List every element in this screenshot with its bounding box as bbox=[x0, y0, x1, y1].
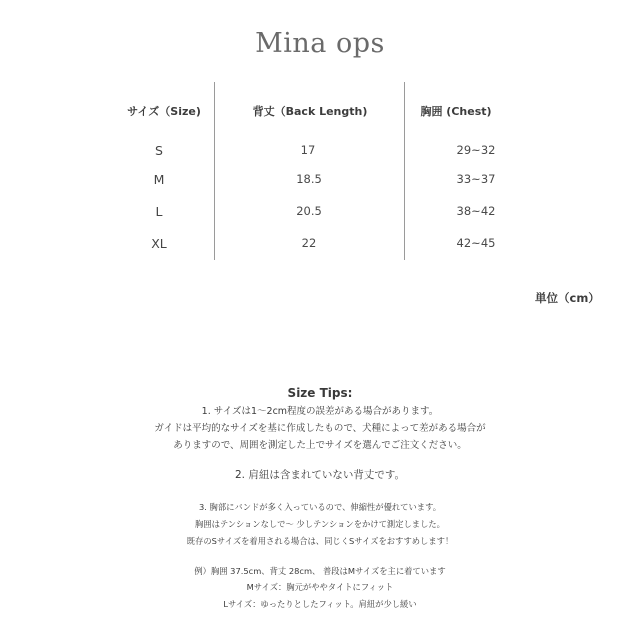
product-title: Mina ops bbox=[255, 28, 385, 59]
tip-line: Mサイズ：胸元がややタイトにフィット bbox=[246, 582, 394, 592]
size-cell: M bbox=[153, 172, 165, 187]
column-divider bbox=[404, 82, 405, 260]
size-cell: L bbox=[155, 204, 163, 219]
unit-label: 単位（cm） bbox=[535, 291, 600, 305]
tip-line: Lサイズ：ゆったりとしたフィット。肩紐が少し緩い bbox=[223, 599, 417, 609]
chest-cell: 38~42 bbox=[456, 204, 496, 218]
chest-cell: 29~32 bbox=[456, 143, 496, 157]
back-length-cell: 17 bbox=[300, 143, 316, 157]
tip-line: ありますので、周囲を測定した上でサイズを選んでご注文ください。 bbox=[173, 440, 467, 451]
header-chest: 胸囲 (Chest) bbox=[420, 105, 492, 118]
size-chart-table bbox=[0, 82, 640, 262]
tip-line: 胸囲はテンションなしで〜 少しテンションをかけて測定しました。 bbox=[195, 519, 445, 529]
size-cell: S bbox=[155, 143, 163, 158]
back-length-cell: 18.5 bbox=[296, 172, 322, 186]
tips-title: Size Tips: bbox=[287, 386, 353, 400]
chest-cell: 42~45 bbox=[456, 236, 496, 250]
back-length-cell: 20.5 bbox=[296, 204, 322, 218]
tip-line: 1. サイズは1〜2cm程度の誤差がある場合があります。 bbox=[201, 406, 439, 417]
chest-cell: 33~37 bbox=[456, 172, 496, 186]
tip-line: 既存のSサイズを着用される場合は、同じくSサイズをおすすめします！ bbox=[186, 536, 454, 546]
tip-line: ガイドは平均的なサイズを基に作成したもので、犬種によって差がある場合が bbox=[154, 423, 486, 434]
tip-line: 例）胸囲 37.5cm、背丈 28cm、 普段はMサイズを主に着ています bbox=[194, 566, 446, 576]
header-back-length: 背丈（Back Length) bbox=[252, 105, 368, 118]
tip-line: 2. 肩紐は含まれていない背丈です。 bbox=[234, 469, 405, 481]
column-divider bbox=[214, 82, 215, 260]
tip-line: 3. 胸部にバンドが多く入っているので、伸縮性が優れています。 bbox=[198, 502, 442, 512]
header-size: サイズ（Size) bbox=[127, 105, 201, 118]
back-length-cell: 22 bbox=[301, 236, 317, 250]
size-cell: XL bbox=[151, 236, 167, 251]
